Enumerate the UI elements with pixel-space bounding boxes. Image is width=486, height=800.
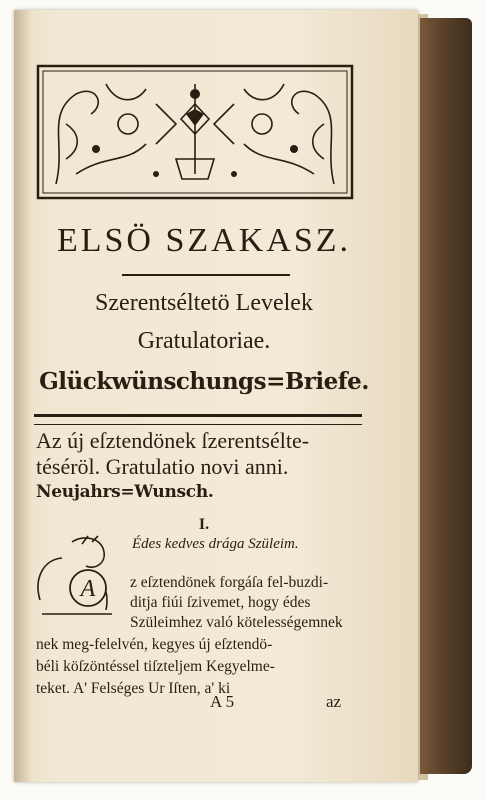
drop-cap-letter: A (80, 576, 96, 602)
signature-mark: A 5 (210, 692, 235, 711)
section-heading-german: Neujahrs=Wunsch. (36, 482, 214, 502)
salutation: Édes kedves drága Szüleim. (132, 536, 299, 552)
body-line-2: ditja fiúi ſzivemet, hogy édes (130, 594, 311, 611)
section-heading-line1: Az új eſztendönek ſzerentsélte- (36, 428, 310, 453)
book-page (14, 10, 418, 782)
body-line-6: teket. A' Felséges Ur Iſten, a' ki (36, 680, 231, 697)
body-line-1: z eſztendönek forgáſa fel-buzdi- (130, 574, 329, 591)
decorated-initial (32, 530, 124, 622)
book-cover (420, 18, 472, 774)
body-line-5: béli köſzöntéssel tiſzteljem Kegyelme- (36, 658, 275, 675)
subtitle-hungarian: Szerentséltetö Levelek (95, 290, 313, 316)
letter-number: I. (198, 516, 210, 533)
subtitle-latin: Gratulatoriae. (137, 328, 271, 354)
chapter-heading: ELSÖ SZAKASZ. (56, 222, 352, 259)
section-rule (34, 414, 362, 425)
ornamental-headpiece (36, 64, 354, 200)
body-line-4: nek meg-felelvén, kegyes új eſztendö- (36, 636, 273, 653)
heading-rule (122, 274, 290, 276)
body-line-3: Szüleimhez való kötelességemnek (130, 614, 343, 631)
catchword: az (326, 692, 342, 711)
section-heading-line2: téséröl. Gratulatio novi anni. (36, 454, 289, 479)
subtitle-german: Glückwünschungs=Briefe. (39, 368, 369, 395)
page-gutter (14, 10, 32, 782)
